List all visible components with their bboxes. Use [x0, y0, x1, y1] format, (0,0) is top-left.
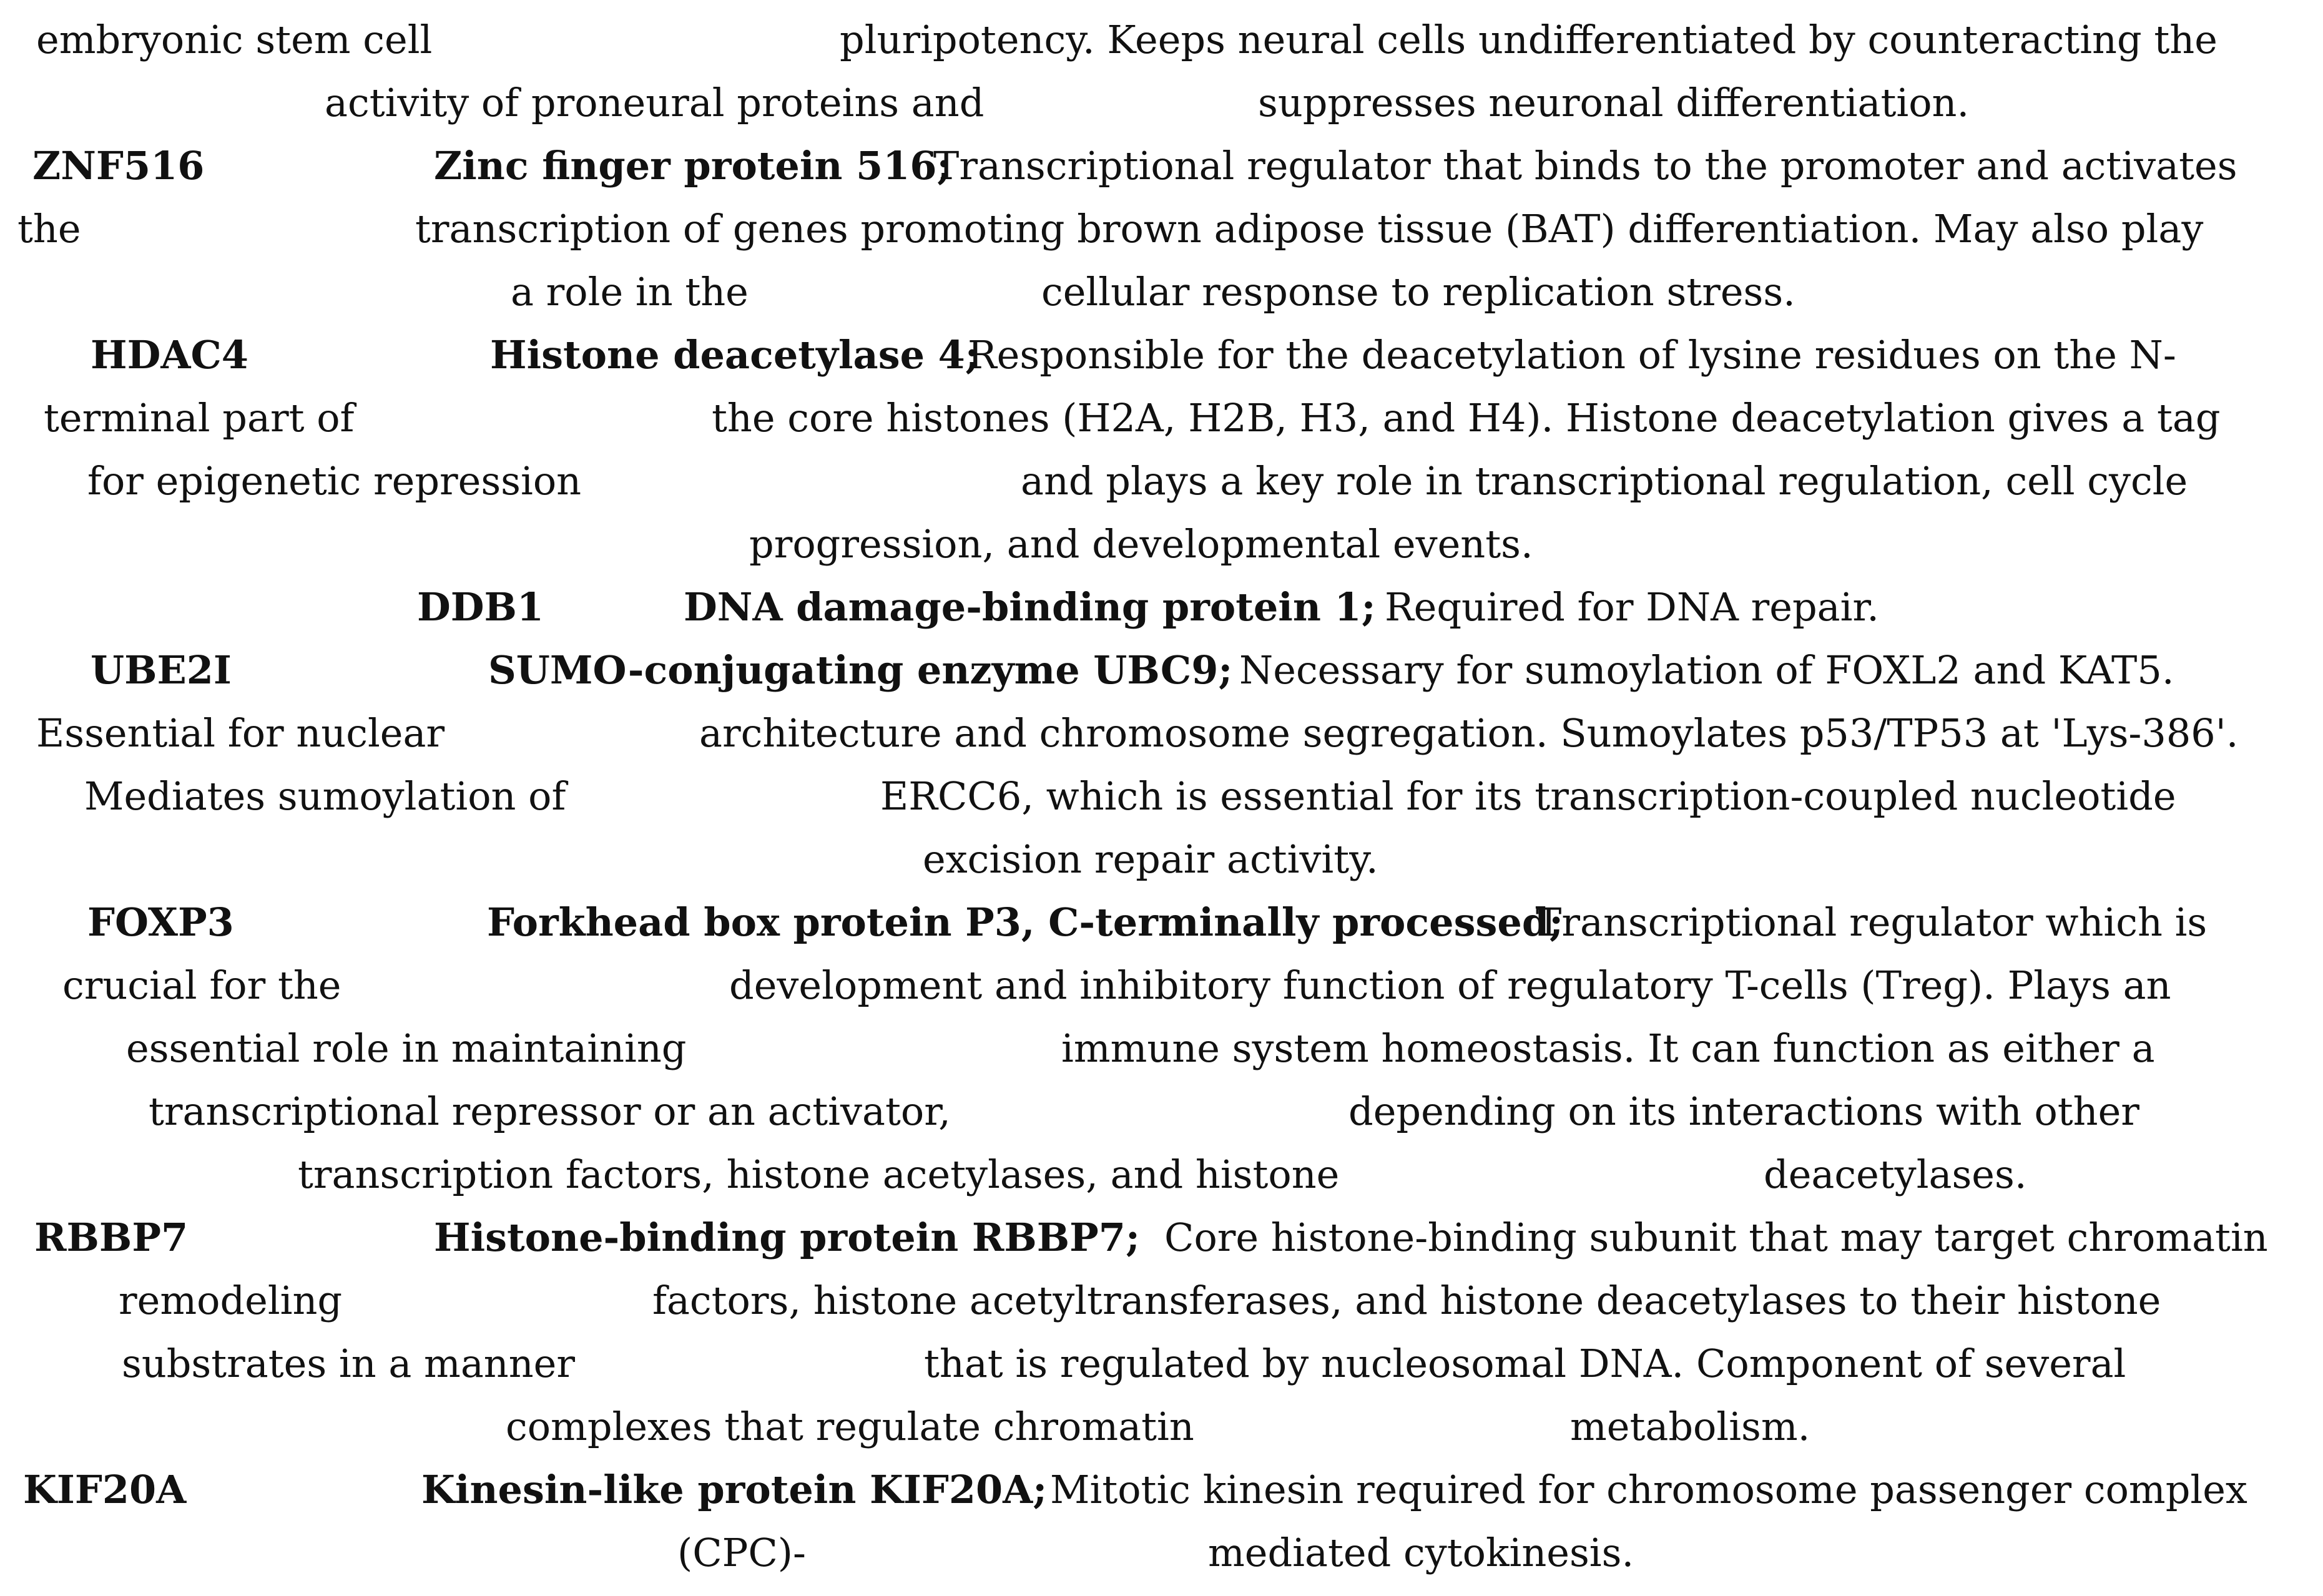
description-text: metabolism. [1570, 1404, 1810, 1449]
text-line [0, 828, 2323, 891]
text-line [0, 576, 2323, 639]
description-text: cellular response to replication stress. [1041, 269, 1795, 315]
gene-symbol: DDB1 [417, 584, 544, 630]
description-text: for epigenetic repression [87, 458, 582, 504]
description-text: and plays a key role in transcriptional regulation, cell cycle [1021, 458, 2188, 504]
description-text: remodeling [119, 1278, 343, 1323]
text-line [0, 72, 2323, 134]
text-line [0, 765, 2323, 828]
description-text: depending on its interactions with other [1348, 1089, 2139, 1134]
description-text: Responsible for the deacetylation of lysine residues on the N- [968, 332, 2176, 378]
protein-name: Histone deacetylase 4; [490, 332, 980, 378]
description-text: essential role in maintaining [126, 1026, 687, 1071]
text-line [0, 324, 2323, 386]
protein-name: DNA damage-binding protein 1; [684, 584, 1376, 630]
text-line [0, 1270, 2323, 1332]
text-line [0, 1522, 2323, 1584]
description-text: ERCC6, which is essential for its transcription-coupled nucleotide [880, 773, 2176, 819]
gene-symbol: FOXP3 [87, 899, 234, 945]
description-text: mediated cytokinesis. [1208, 1530, 1634, 1575]
description-text: the [17, 206, 81, 252]
description-text: Necessary for sumoylation of FOXL2 and KAT5. [1239, 647, 2174, 693]
protein-name: Forkhead box protein P3, C-terminally processed; [487, 899, 1564, 945]
gene-symbol: RBBP7 [34, 1215, 189, 1260]
description-text: progression, and developmental events. [749, 521, 1533, 567]
description-text: embryonic stem cell [36, 17, 433, 62]
description-text: Mitotic kinesin required for chromosome passenger complex [1050, 1467, 2247, 1512]
text-line [0, 954, 2323, 1017]
description-text: transcription factors, histone acetylases, and histone [298, 1152, 1340, 1197]
description-text: architecture and chromosome segregation. Sumoylates p53/TP53 at 'Lys-386'. [699, 710, 2239, 756]
text-line [0, 450, 2323, 512]
text-line [0, 387, 2323, 449]
gene-symbol: UBE2I [91, 647, 232, 693]
description-text: substrates in a manner [122, 1341, 575, 1386]
description-text: crucial for the [62, 962, 341, 1008]
text-line [0, 1396, 2323, 1458]
description-text: Essential for nuclear [36, 710, 445, 756]
description-text: Transcriptional regulator that binds to the promoter and activates [933, 143, 2237, 188]
gene-symbol: HDAC4 [91, 332, 248, 378]
text-line [0, 1459, 2323, 1521]
text-line [0, 513, 2323, 575]
text-line [0, 198, 2323, 260]
text-line [0, 1080, 2323, 1143]
description-text: complexes that regulate chromatin [506, 1404, 1194, 1449]
description-text: transcription of genes promoting brown adipose tissue (BAT) differentiation. May also play [415, 206, 2204, 252]
gene-symbol: ZNF516 [32, 143, 205, 188]
description-text: development and inhibitory function of regulatory T-cells (Treg). Plays an [729, 962, 2171, 1008]
description-text: factors, histone acetyltransferases, and histone deacetylases to their histone [652, 1278, 2161, 1323]
description-text: Required for DNA repair. [1385, 584, 1879, 630]
description-text: deacetylases. [1764, 1152, 2027, 1197]
protein-name: Zinc finger protein 516; [434, 143, 951, 188]
description-text: transcriptional repressor or an activator, [149, 1089, 951, 1134]
text-line [0, 1207, 2323, 1269]
description-text: activity of proneural proteins and [325, 80, 985, 125]
gene-symbol: KIF20A [23, 1467, 187, 1512]
description-text: Transcriptional regulator which is [1536, 899, 2208, 945]
description-text: excision repair activity. [923, 836, 1378, 882]
text-line [0, 1143, 2323, 1206]
text-line [0, 1017, 2323, 1080]
description-text: immune system homeostasis. It can function as either a [1061, 1026, 2155, 1071]
description-text: a role in the [511, 269, 749, 315]
text-line [0, 9, 2323, 71]
description-text: the core histones (H2A, H2B, H3, and H4). Histone deacetylation gives a tag [712, 395, 2221, 441]
text-line [0, 135, 2323, 197]
description-text: Core histone-binding subunit that may target chromatin [1164, 1215, 2268, 1260]
description-text: suppresses neuronal differentiation. [1258, 80, 1970, 125]
protein-name: Kinesin-like protein KIF20A; [421, 1467, 1048, 1512]
text-line [0, 639, 2323, 702]
text-line [0, 261, 2323, 323]
protein-name: SUMO-conjugating enzyme UBC9; [488, 647, 1233, 693]
protein-name: Histone-binding protein RBBP7; [434, 1215, 1140, 1260]
description-text: (CPC)- [677, 1530, 806, 1575]
text-line [0, 702, 2323, 765]
text-line [0, 891, 2323, 954]
description-text: that is regulated by nucleosomal DNA. Component of several [924, 1341, 2126, 1386]
text-line [0, 1333, 2323, 1395]
description-text: pluripotency. Keeps neural cells undifferentiated by counteracting the [840, 17, 2217, 62]
description-text: Mediates sumoylation of [84, 773, 566, 819]
description-text: terminal part of [44, 395, 355, 441]
